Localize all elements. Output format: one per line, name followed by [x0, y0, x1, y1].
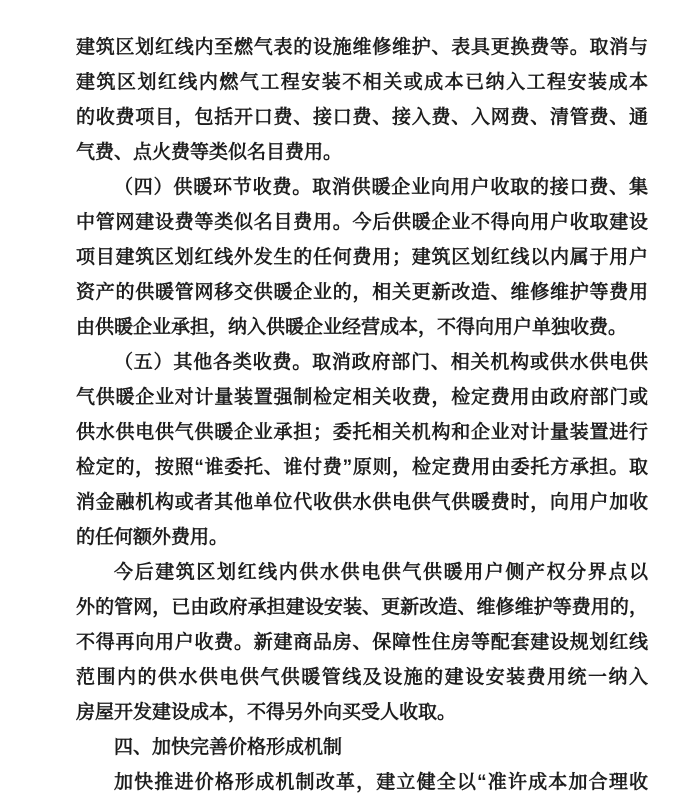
text-line: 气费、点火费等类似名目费用。	[76, 142, 343, 163]
section-heading: 四、加快完善价格形成机制	[114, 737, 343, 758]
text-line: 加快推进价格形成机制改革，建立健全以“准许成本加合理收	[114, 772, 648, 793]
text-line: 的收费项目，包括开口费、接口费、接入费、入网费、清管费、通	[76, 107, 648, 128]
text-line: 资产的供暖管网移交供暖企业的，相关更新改造、维修维护等费用	[76, 282, 648, 303]
text-line: 范围内的供水供电供气供暖管线及设施的建设安装费用统一纳入	[76, 667, 648, 688]
text-line: 的任何额外费用。	[76, 527, 229, 548]
text-line: 中管网建设费等类似名目费用。今后供暖企业不得向用户收取建设	[76, 212, 648, 233]
text-line: （五）其他各类收费。取消政府部门、相关机构或供水供电供	[114, 352, 648, 373]
text-line: 建筑区划红线内燃气工程安装不相关或成本已纳入工程安装成本	[76, 72, 648, 93]
text-line: 检定的，按照“谁委托、谁付费”原则，检定费用由委托方承担。取	[76, 457, 648, 478]
text-line: 房屋开发建设成本，不得另外向买受人收取。	[76, 702, 457, 723]
text-line: 由供暖企业承担，纳入供暖企业经营成本，不得向用户单独收费。	[76, 317, 628, 338]
text-line: 不得再向用户收费。新建商品房、保障性住房等配套建设规划红线	[76, 632, 648, 653]
text-line: 外的管网，已由政府承担建设安装、更新改造、维修维护等费用的，	[76, 597, 648, 618]
text-line: 气供暖企业对计量装置强制检定相关收费，检定费用由政府部门或	[76, 387, 648, 408]
text-line: （四）供暖环节收费。取消供暖企业向用户收取的接口费、集	[114, 177, 648, 198]
text-line: 今后建筑区划红线内供水供电供气供暖用户侧产权分界点以	[114, 562, 648, 583]
document-body	[76, 30, 648, 800]
text-line: 建筑区划红线内至燃气表的设施维修维护、表具更换费等。取消与	[76, 37, 648, 58]
text-line: 项目建筑区划红线外发生的任何费用；建筑区划红线以内属于用户	[76, 247, 648, 268]
text-line: 消金融机构或者其他单位代收供水供电供气供暖费时，向用户加收	[76, 492, 648, 513]
text-line: 供水供电供气供暖企业承担；委托相关机构和企业对计量装置进行	[76, 422, 648, 443]
